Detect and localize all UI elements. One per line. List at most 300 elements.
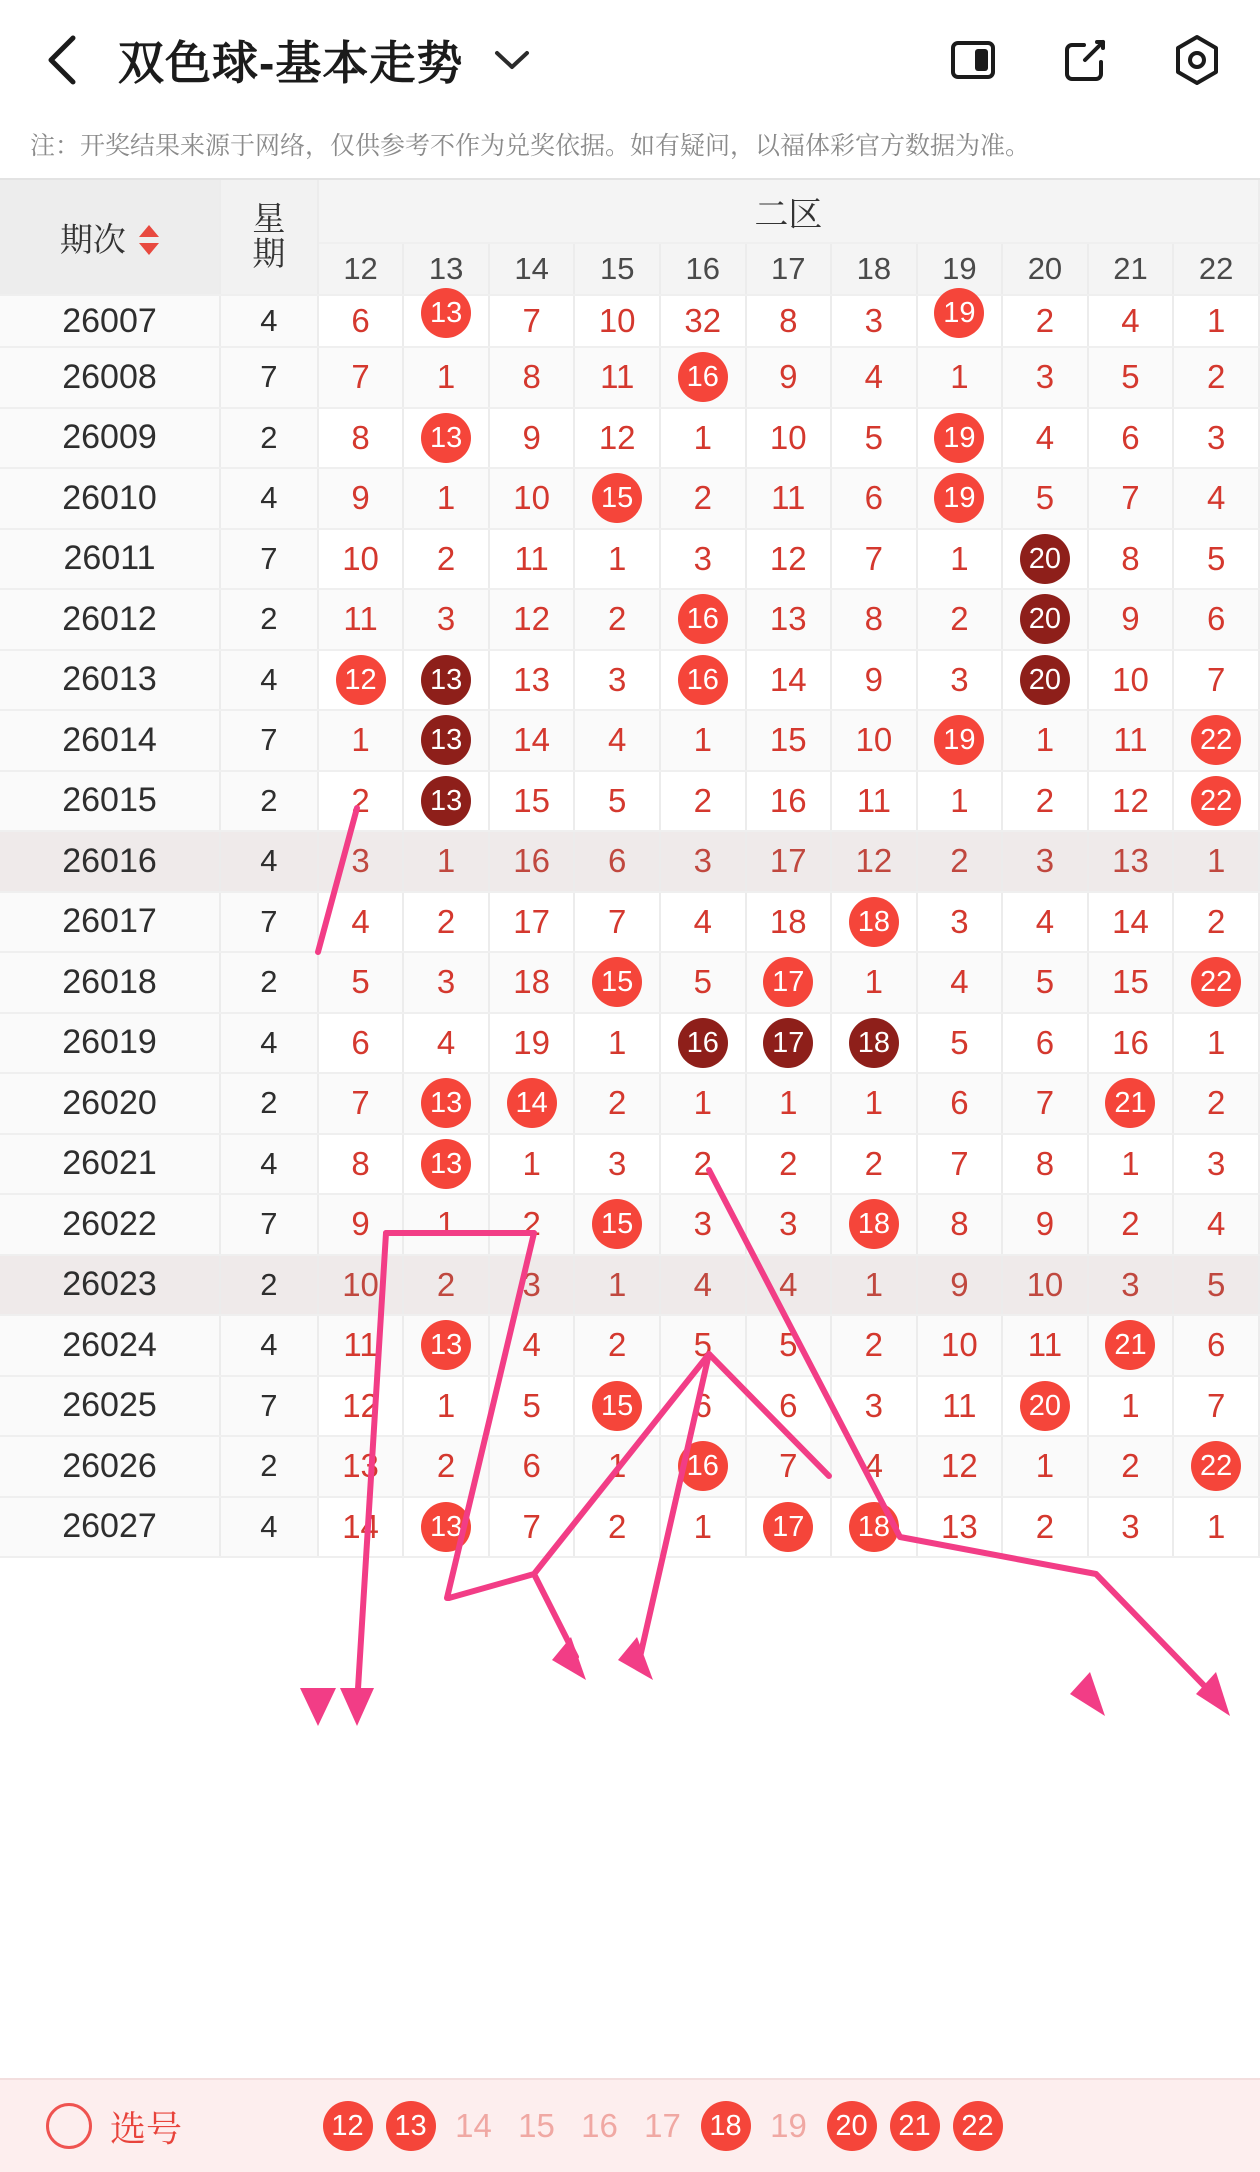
issue-cell: 26008 (0, 347, 220, 408)
number-ball: 20 (1020, 594, 1070, 644)
pick-number-ball: 12 (323, 2101, 373, 2151)
number-cell: 14 (318, 1497, 404, 1558)
table-row[interactable] (0, 589, 1259, 650)
number-cell: 8 (489, 347, 575, 408)
pick-number-15[interactable]: 15 (518, 2107, 555, 2144)
number-cell: 3 (660, 831, 746, 892)
pick-number-list (316, 2101, 1260, 2151)
number-ball: 14 (507, 1078, 557, 1128)
pick-number-12[interactable] (316, 2101, 379, 2151)
pick-number-19[interactable]: 19 (770, 2107, 807, 2144)
pick-number-22[interactable] (946, 2101, 1009, 2151)
pick-number-21[interactable] (883, 2101, 946, 2151)
column-header-20: 20 (1002, 243, 1088, 295)
number-cell: 17 (746, 831, 832, 892)
table-row[interactable] (0, 1194, 1259, 1255)
number-cell: 6 (746, 1376, 832, 1437)
number-cell: 2 (660, 1134, 746, 1195)
number-cell: 1 (403, 468, 489, 529)
number-cell: 6 (318, 1013, 404, 1074)
number-cell (574, 1194, 660, 1255)
number-cell (1173, 710, 1259, 771)
number-cell: 4 (1002, 408, 1088, 469)
week-cell: 4 (220, 831, 318, 892)
number-ball: 21 (1105, 1078, 1155, 1128)
number-cell: 2 (403, 1255, 489, 1316)
number-ball: 15 (592, 1199, 642, 1249)
number-ball: 20 (1020, 534, 1070, 584)
number-ball: 15 (592, 1381, 642, 1431)
chevron-down-icon (493, 48, 531, 72)
pick-number-20[interactable] (820, 2101, 883, 2151)
number-ball: 20 (1020, 655, 1070, 705)
number-cell: 6 (1173, 589, 1259, 650)
disclaimer-text: 注：开奖结果来源于网络，仅供参考不作为兑奖依据。如有疑问，以福体彩官方数据为准。 (30, 132, 1031, 160)
number-cell (831, 1013, 917, 1074)
number-cell: 5 (660, 1315, 746, 1376)
table-row[interactable] (0, 1073, 1259, 1134)
number-cell: 6 (1088, 408, 1174, 469)
number-ball: 18 (849, 1018, 899, 1068)
number-cell: 4 (746, 1255, 832, 1316)
number-cell: 17 (489, 892, 575, 953)
number-cell: 3 (1002, 347, 1088, 408)
number-cell: 5 (489, 1376, 575, 1437)
number-cell: 5 (318, 952, 404, 1013)
table-row[interactable] (0, 1255, 1259, 1316)
number-cell: 2 (1002, 771, 1088, 832)
week-cell: 2 (220, 589, 318, 650)
number-ball: 17 (763, 1018, 813, 1068)
number-cell: 12 (1088, 771, 1174, 832)
week-cell: 7 (220, 1194, 318, 1255)
week-cell: 2 (220, 771, 318, 832)
number-cell: 13 (318, 1436, 404, 1497)
week-header-label-1: 星 (252, 200, 286, 238)
issue-cell: 26023 (0, 1255, 220, 1316)
number-ball: 18 (849, 897, 899, 947)
column-header-21: 21 (1088, 243, 1174, 295)
number-ball: 13 (421, 655, 471, 705)
number-cell (660, 589, 746, 650)
number-cell: 9 (1088, 589, 1174, 650)
table-row[interactable] (0, 468, 1259, 529)
number-ball: 18 (849, 1502, 899, 1552)
week-cell: 7 (220, 529, 318, 590)
number-cell: 2 (403, 892, 489, 953)
pick-number-ball: 22 (953, 2101, 1003, 2151)
issue-cell: 26027 (0, 1497, 220, 1558)
number-cell: 12 (831, 831, 917, 892)
number-cell: 11 (318, 589, 404, 650)
number-cell: 6 (831, 468, 917, 529)
week-cell: 2 (220, 952, 318, 1013)
number-cell: 7 (917, 1134, 1003, 1195)
number-cell: 8 (1002, 1134, 1088, 1195)
column-header-15: 15 (574, 243, 660, 295)
number-cell (1173, 771, 1259, 832)
number-cell: 9 (318, 1194, 404, 1255)
number-cell: 1 (831, 1073, 917, 1134)
number-cell: 5 (746, 1315, 832, 1376)
issue-cell: 26014 (0, 710, 220, 771)
number-cell: 7 (831, 529, 917, 590)
table-row[interactable] (0, 710, 1259, 771)
number-ball: 13 (421, 715, 471, 765)
number-cell: 2 (660, 771, 746, 832)
number-ball: 20 (1020, 1381, 1070, 1431)
table-row[interactable] (0, 1376, 1259, 1437)
number-cell: 10 (318, 1255, 404, 1316)
number-ball: 22 (1191, 715, 1241, 765)
week-cell: 4 (220, 1013, 318, 1074)
number-cell: 1 (318, 710, 404, 771)
number-cell: 2 (917, 831, 1003, 892)
issue-cell: 26024 (0, 1315, 220, 1376)
layout-icon (947, 34, 999, 86)
number-cell: 1 (574, 1436, 660, 1497)
pick-number-17[interactable]: 17 (644, 2107, 681, 2144)
number-cell: 2 (1173, 347, 1259, 408)
table-row[interactable] (0, 1497, 1259, 1558)
number-cell (831, 892, 917, 953)
week-cell: 2 (220, 1073, 318, 1134)
number-cell (660, 1013, 746, 1074)
number-cell: 10 (318, 529, 404, 590)
number-cell (403, 1315, 489, 1376)
share-button[interactable] (1056, 31, 1114, 89)
number-cell: 2 (574, 1073, 660, 1134)
number-cell (403, 650, 489, 711)
number-ball: 17 (763, 1502, 813, 1552)
number-cell: 3 (1173, 408, 1259, 469)
number-cell: 10 (831, 710, 917, 771)
number-cell: 2 (831, 1134, 917, 1195)
issue-cell: 26021 (0, 1134, 220, 1195)
trend-table-container[interactable] (0, 178, 1260, 2048)
number-cell (489, 1073, 575, 1134)
number-cell: 3 (318, 831, 404, 892)
number-cell: 5 (1002, 952, 1088, 1013)
number-cell: 1 (917, 529, 1003, 590)
number-ball: 15 (592, 473, 642, 523)
number-ball: 15 (592, 957, 642, 1007)
table-row[interactable] (0, 1436, 1259, 1497)
number-cell: 11 (489, 529, 575, 590)
number-cell: 1 (1088, 1376, 1174, 1437)
number-cell: 6 (574, 831, 660, 892)
number-cell: 1 (489, 1134, 575, 1195)
number-cell: 4 (831, 347, 917, 408)
issue-cell: 26016 (0, 831, 220, 892)
number-cell: 11 (831, 771, 917, 832)
number-cell (1173, 952, 1259, 1013)
chevron-left-icon (43, 32, 83, 88)
number-cell: 12 (746, 529, 832, 590)
number-cell: 1 (831, 952, 917, 1013)
number-cell: 3 (403, 952, 489, 1013)
table-row[interactable] (0, 831, 1259, 892)
number-cell: 10 (489, 468, 575, 529)
column-header-14: 14 (489, 243, 575, 295)
table-row[interactable] (0, 408, 1259, 469)
pick-number-ball: 18 (701, 2101, 751, 2151)
number-cell: 4 (831, 1436, 917, 1497)
week-cell: 4 (220, 1497, 318, 1558)
number-cell: 4 (660, 1255, 746, 1316)
number-cell (574, 952, 660, 1013)
number-ball: 17 (763, 957, 813, 1007)
table-row[interactable] (0, 1013, 1259, 1074)
trend-table (0, 180, 1260, 1558)
number-cell: 9 (489, 408, 575, 469)
number-cell: 10 (1002, 1255, 1088, 1316)
number-cell: 3 (1088, 1255, 1174, 1316)
number-cell: 5 (831, 408, 917, 469)
number-cell: 4 (660, 892, 746, 953)
number-cell (574, 468, 660, 529)
column-header-16: 16 (660, 243, 746, 295)
issue-cell: 26017 (0, 892, 220, 953)
number-ball: 16 (678, 594, 728, 644)
column-header-17: 17 (746, 243, 832, 295)
number-cell: 10 (917, 1315, 1003, 1376)
number-cell (403, 1134, 489, 1195)
number-ball: 18 (849, 1199, 899, 1249)
number-cell: 8 (318, 408, 404, 469)
number-cell: 1 (403, 347, 489, 408)
number-cell: 4 (318, 892, 404, 953)
number-cell (403, 408, 489, 469)
issue-cell: 26013 (0, 650, 220, 711)
table-row[interactable] (0, 1315, 1259, 1376)
column-header-13: 13 (403, 243, 489, 295)
week-cell: 4 (220, 1315, 318, 1376)
number-ball: 22 (1191, 776, 1241, 826)
number-cell: 2 (403, 1436, 489, 1497)
number-cell: 7 (318, 1073, 404, 1134)
pick-number-label: 选号 (110, 2107, 183, 2149)
number-cell: 12 (574, 408, 660, 469)
table-header (0, 180, 1259, 295)
column-header-22: 22 (1173, 243, 1259, 295)
number-cell: 12 (318, 1376, 404, 1437)
number-cell: 1 (574, 529, 660, 590)
number-cell: 5 (1088, 347, 1174, 408)
number-cell (660, 1436, 746, 1497)
pick-number-ball: 20 (827, 2101, 877, 2151)
issue-cell: 26018 (0, 952, 220, 1013)
number-cell: 1 (1173, 1013, 1259, 1074)
issue-cell: 26010 (0, 468, 220, 529)
number-ball: 19 (934, 715, 984, 765)
issue-header-cell[interactable] (0, 180, 220, 295)
back-button[interactable] (34, 31, 92, 89)
number-cell: 1 (831, 1255, 917, 1316)
number-cell (746, 1497, 832, 1558)
number-cell: 2 (1088, 1436, 1174, 1497)
number-cell: 1 (660, 408, 746, 469)
number-cell: 4 (1173, 468, 1259, 529)
issue-cell: 26026 (0, 1436, 220, 1497)
number-cell (403, 1073, 489, 1134)
number-cell: 15 (489, 771, 575, 832)
number-cell: 19 (489, 1013, 575, 1074)
number-ball: 19 (934, 473, 984, 523)
number-cell: 7 (489, 295, 575, 347)
number-ball: 13 (421, 1139, 471, 1189)
number-ball: 19 (934, 413, 984, 463)
number-cell (1173, 1436, 1259, 1497)
number-cell (403, 771, 489, 832)
number-cell (831, 1497, 917, 1558)
number-cell: 3 (746, 1194, 832, 1255)
number-cell: 12 (489, 589, 575, 650)
number-cell: 12 (917, 1436, 1003, 1497)
number-cell: 5 (1173, 529, 1259, 590)
issue-cell: 26012 (0, 589, 220, 650)
number-ball: 16 (678, 1018, 728, 1068)
week-cell: 7 (220, 710, 318, 771)
issue-cell: 26025 (0, 1376, 220, 1437)
share-icon (1059, 34, 1111, 86)
number-cell: 2 (1002, 1497, 1088, 1558)
pick-number-bar[interactable] (0, 2078, 1260, 2172)
target-button[interactable] (1168, 31, 1226, 89)
pick-number-18[interactable] (694, 2101, 757, 2151)
column-header-12: 12 (318, 243, 404, 295)
number-cell: 7 (1173, 650, 1259, 711)
number-ball: 22 (1191, 957, 1241, 1007)
table-row[interactable] (0, 650, 1259, 711)
number-cell (917, 295, 1003, 347)
issue-cell: 26011 (0, 529, 220, 590)
number-cell: 9 (318, 468, 404, 529)
pick-number-toggle[interactable] (0, 2101, 316, 2152)
table-body (0, 295, 1259, 1557)
pick-number-16[interactable]: 16 (581, 2107, 618, 2144)
issue-cell: 26020 (0, 1073, 220, 1134)
number-cell: 5 (1002, 468, 1088, 529)
number-cell: 1 (403, 1376, 489, 1437)
issue-cell: 26019 (0, 1013, 220, 1074)
table-row[interactable] (0, 771, 1259, 832)
radio-circle-icon (46, 2103, 92, 2149)
number-cell: 11 (1088, 710, 1174, 771)
number-cell: 7 (318, 347, 404, 408)
number-cell: 2 (403, 529, 489, 590)
week-cell: 4 (220, 295, 318, 347)
number-cell: 3 (403, 589, 489, 650)
number-cell (917, 468, 1003, 529)
number-cell: 6 (489, 1436, 575, 1497)
week-cell: 4 (220, 650, 318, 711)
number-cell: 3 (489, 1255, 575, 1316)
issue-cell: 26015 (0, 771, 220, 832)
number-cell (403, 295, 489, 347)
number-cell: 8 (917, 1194, 1003, 1255)
number-cell: 1 (1173, 1497, 1259, 1558)
week-cell: 7 (220, 1376, 318, 1437)
number-cell (917, 710, 1003, 771)
number-ball: 22 (1191, 1441, 1241, 1491)
issue-cell: 26009 (0, 408, 220, 469)
number-cell: 7 (746, 1436, 832, 1497)
number-cell: 2 (746, 1134, 832, 1195)
number-cell: 4 (1088, 295, 1174, 347)
number-cell: 5 (660, 952, 746, 1013)
number-cell: 2 (1173, 892, 1259, 953)
week-cell: 7 (220, 347, 318, 408)
week-cell: 4 (220, 1134, 318, 1195)
number-cell: 11 (746, 468, 832, 529)
pick-number-14[interactable]: 14 (455, 2107, 492, 2144)
number-cell: 3 (574, 650, 660, 711)
zone-header-cell: 二区 (318, 180, 1259, 243)
number-cell: 6 (660, 1376, 746, 1437)
number-cell: 16 (746, 771, 832, 832)
number-cell (746, 952, 832, 1013)
number-cell: 14 (489, 710, 575, 771)
number-ball: 16 (678, 352, 728, 402)
number-cell: 16 (1088, 1013, 1174, 1074)
sort-toggle-icon[interactable] (139, 223, 159, 257)
layout-button[interactable] (944, 31, 1002, 89)
issue-header-label: 期次 (59, 220, 126, 258)
number-cell: 3 (1088, 1497, 1174, 1558)
number-cell: 1 (917, 771, 1003, 832)
week-cell: 2 (220, 408, 318, 469)
number-cell: 2 (574, 1315, 660, 1376)
number-ball: 13 (421, 1320, 471, 1370)
number-cell (318, 650, 404, 711)
number-cell: 2 (574, 1497, 660, 1558)
table-row[interactable] (0, 529, 1259, 590)
number-cell: 2 (660, 468, 746, 529)
title-dropdown-button[interactable] (493, 41, 531, 79)
number-cell (1002, 589, 1088, 650)
table-row[interactable] (0, 295, 1259, 347)
table-row[interactable] (0, 892, 1259, 953)
app-header (0, 0, 1260, 120)
number-cell: 8 (831, 589, 917, 650)
number-cell (403, 710, 489, 771)
pick-number-ball: 13 (386, 2101, 436, 2151)
number-cell: 1 (574, 1013, 660, 1074)
number-cell: 2 (917, 589, 1003, 650)
number-cell: 6 (1173, 1315, 1259, 1376)
number-cell: 3 (917, 892, 1003, 953)
number-cell: 6 (917, 1073, 1003, 1134)
number-cell: 4 (489, 1315, 575, 1376)
number-cell (917, 408, 1003, 469)
number-cell: 9 (746, 347, 832, 408)
pick-number-13[interactable] (379, 2101, 442, 2151)
table-row[interactable] (0, 347, 1259, 408)
number-cell: 1 (403, 1194, 489, 1255)
number-cell: 11 (318, 1315, 404, 1376)
number-cell: 4 (574, 710, 660, 771)
issue-cell: 26007 (0, 295, 220, 347)
table-row[interactable] (0, 952, 1259, 1013)
week-cell: 7 (220, 892, 318, 953)
table-row[interactable] (0, 1134, 1259, 1195)
week-header-cell (220, 180, 318, 295)
number-cell (660, 650, 746, 711)
number-cell: 13 (489, 650, 575, 711)
number-cell: 10 (746, 408, 832, 469)
number-cell: 7 (1002, 1073, 1088, 1134)
